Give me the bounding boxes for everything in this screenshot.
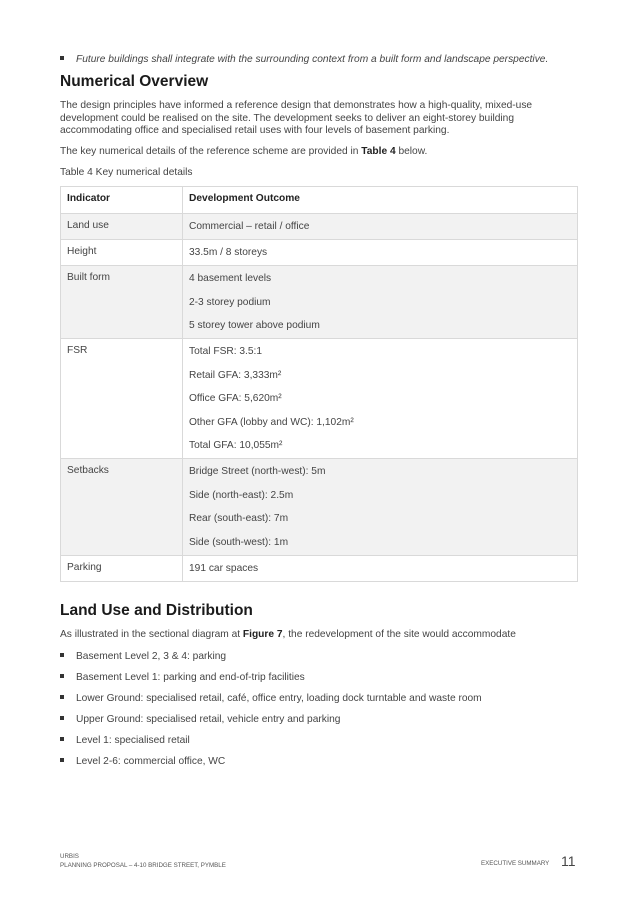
outcome-cell [183, 459, 578, 556]
outcome-line: Side (south-west): 1m [189, 536, 289, 548]
table-row [61, 214, 578, 240]
outcome-line: 4 basement levels [189, 273, 272, 284]
table-row [61, 459, 578, 556]
outcome-line: Side (north-east): 2.5m [189, 489, 294, 501]
page-number: 11 [561, 853, 576, 869]
outcome-cell [183, 240, 578, 266]
list-item [60, 734, 482, 755]
indicator-cell: FSR [61, 339, 183, 459]
outcome-line: Commercial – retail / office [189, 221, 310, 232]
column-header-indicator: Indicator [61, 187, 183, 214]
list-item [60, 755, 482, 776]
table-row [61, 339, 578, 459]
indicator-cell: Height [61, 240, 183, 266]
table-row [61, 266, 578, 339]
outcome-line: Total FSR: 3.5:1 [189, 346, 263, 357]
figure-reference-link: Figure 7 [242, 629, 283, 640]
paragraph-design-principles: The design principles have informed a reference design that demonstrates how a high-quality, mixed-use development could be realised on the site. The development seeks to deliver an eight-storey building accommodating office and specialised retail uses with four levels of basement parking. [60, 100, 533, 137]
outcome-line: Other GFA (lobby and WC): 1,102m² [189, 416, 354, 428]
outcome-line: 33.5m / 8 storeys [189, 247, 268, 258]
footer-left [60, 852, 226, 870]
list-item [60, 671, 482, 692]
column-header-development-outcome: Development Outcome [183, 187, 578, 214]
outcome-cell [183, 339, 578, 459]
list-item-text: Basement Level 2, 3 & 4: parking [76, 651, 227, 662]
bullet-square-icon [60, 695, 64, 699]
bullet-item [60, 53, 600, 66]
list-item-text: Upper Ground: specialised retail, vehicle entry and parking [76, 714, 341, 725]
outcome-line: 5 storey tower above podium [189, 320, 320, 331]
intro-text-pre: As illustrated in the sectional diagram at [60, 629, 243, 640]
list-item [60, 692, 482, 713]
outcome-cell [183, 266, 578, 339]
footer-document-title: PLANNING PROPOSAL – 4-10 BRIDGE STREET, PYMBLE [60, 862, 226, 869]
paragraph-key-details [60, 146, 580, 159]
list-item-text: Level 1: specialised retail [76, 735, 190, 746]
indicator-cell: Parking [61, 555, 183, 581]
outcome-line: Rear (south-east): 7m [189, 513, 289, 524]
list-item [60, 650, 482, 671]
list-item [60, 713, 482, 734]
outcome-cell [183, 214, 578, 240]
paragraph-land-use-intro [60, 629, 580, 642]
indicator-cell: Built form [61, 266, 183, 339]
outcome-line: 191 car spaces [189, 562, 259, 574]
section-heading-numerical-overview: Numerical Overview [60, 73, 209, 90]
bullet-square-icon [60, 758, 64, 762]
outcome-cell [183, 555, 578, 581]
bullet-square-icon [60, 716, 64, 720]
bullet-text: Future buildings shall integrate with the surrounding context from a built form and landscape perspective. [76, 54, 549, 65]
table-row [61, 555, 578, 581]
key-text-pre: The key numerical details of the reference scheme are provided in [60, 146, 362, 157]
outcome-line: Total GFA: 10,055m² [189, 440, 283, 451]
outcome-line: 2-3 storey podium [189, 296, 271, 308]
land-use-bullet-list [60, 650, 482, 776]
bullet-square-icon [60, 653, 64, 657]
key-numerical-details-table [60, 186, 578, 582]
table-header-row [61, 187, 578, 214]
table-caption: Table 4 Key numerical details [60, 167, 193, 178]
footer-company: URBIS [60, 853, 79, 860]
section-heading-land-use: Land Use and Distribution [60, 602, 253, 619]
list-item-text: Basement Level 1: parking and end-of-trip facilities [76, 672, 305, 683]
footer-section-title: EXECUTIVE SUMMARY [481, 860, 550, 867]
intro-text-post: , the redevelopment of the site would accommodate [282, 629, 516, 640]
bullet-square-icon [60, 674, 64, 678]
outcome-line: Bridge Street (north-west): 5m [189, 466, 326, 477]
table-reference-link: Table 4 [361, 146, 396, 157]
outcome-line: Retail GFA: 3,333m² [189, 369, 282, 381]
indicator-cell: Setbacks [61, 459, 183, 556]
list-item-text: Level 2-6: commercial office, WC [76, 756, 226, 767]
list-item-text: Lower Ground: specialised retail, café, office entry, loading dock turntable and waste room [76, 693, 482, 704]
bullet-square-icon [60, 737, 64, 741]
bullet-square-icon [60, 56, 64, 60]
table-row [61, 240, 578, 266]
indicator-cell: Land use [61, 214, 183, 240]
outcome-line: Office GFA: 5,620m² [189, 393, 282, 404]
key-text-post: below. [395, 146, 428, 157]
